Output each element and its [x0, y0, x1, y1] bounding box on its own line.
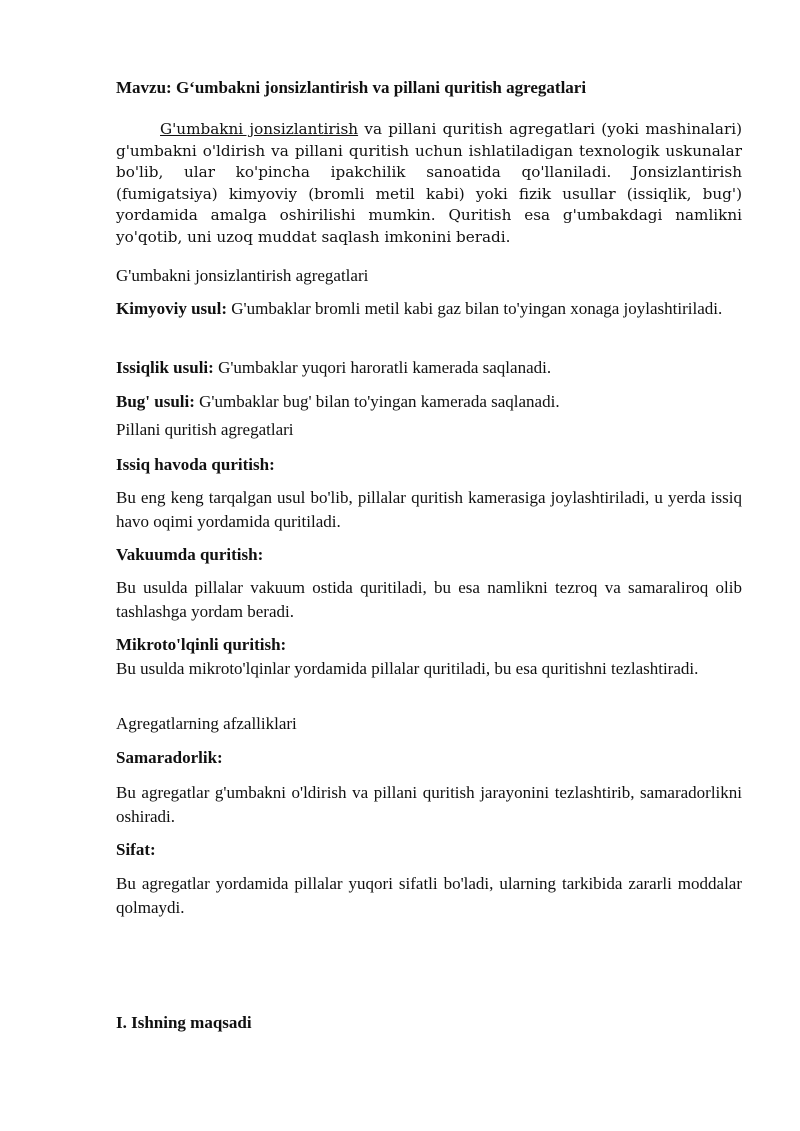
section-heading-jonsizlantirish: G'umbakni jonsizlantirish agregatlari [116, 266, 369, 285]
vakuumda-label: Vakuumda quritish: [116, 545, 264, 564]
section-heading-quritish: Pillani quritish agregatlari [116, 420, 294, 439]
mikrotolqinli-label: Mikroto'lqinli quritish: [116, 635, 287, 654]
kimyoviy-usul-label: Kimyoviy usul: [116, 299, 227, 318]
intro-paragraph [116, 119, 742, 249]
sifat-label: Sifat: [116, 840, 156, 859]
issiq-havoda-text: Bu eng keng tarqalgan usul bo'lib, pillalar quritish kamerasiga joylashtiriladi, u yerda issiq havo oqimi yordamida quritiladi. [116, 488, 742, 531]
intro-link-term[interactable]: G'umbakni jonsizlantirish [160, 120, 359, 138]
kimyoviy-usul-text: G'umbaklar bromli metil kabi gaz bilan to'yingan xonaga joylashtiriladi. [227, 299, 723, 318]
document-title: Mavzu: G‘umbakni jonsizlantirish va pillani quritish agregatlari [116, 78, 587, 97]
kimyoviy-usul-paragraph [116, 297, 742, 321]
mikrotolqinli-text: Bu usulda mikroto'lqinlar yordamida pillalar quritiladi, bu esa quritishni tezlashtiradi. [116, 659, 699, 678]
bug-usuli-label: Bug' usuli: [116, 392, 195, 411]
issiqlik-usuli-text: G'umbaklar yuqori haroratli kamerada saqlanadi. [213, 358, 552, 377]
samaradorlik-text: Bu agregatlar g'umbakni o'ldirish va pillani quritish jarayonini tezlashtirib, samaradorlikni oshiradi. [116, 783, 742, 826]
vakuumda-text: Bu usulda pillalar vakuum ostida quritiladi, bu esa namlikni tezroq va samaraliroq olib tashlashga yordam beradi. [116, 578, 742, 621]
issiqlik-usuli-paragraph [116, 356, 742, 380]
ishning-maqsadi-heading: I. Ishning maqsadi [116, 1013, 252, 1032]
intro-text: va pillani quritish agregatlari (yoki mashinalari) g'umbakni o'ldirish va pillani quritish uchun ishlatiladigan texnologik uskunalar bo'lib, ular ko'pincha ipakchilik sanoatida qo'llaniladi. Jonsizlantirish (fumigatsiya) kimyoviy (bromli metil kabi) yoki fizik usullar (issiqlik, bug') yordamida amalga oshirilishi mumkin. Quritish esa g'umbakdagi namlikni yo'qotib, uni uzoq muddat saqlash imkonini beradi. [116, 120, 742, 246]
issiq-havoda-label: Issiq havoda quritish: [116, 455, 275, 474]
bug-usuli-paragraph [116, 390, 742, 414]
bug-usuli-text: G'umbaklar bug' bilan to'yingan kamerada saqlanadi. [194, 392, 560, 411]
section-heading-afzalliklar: Agregatlarning afzalliklari [116, 714, 297, 733]
issiqlik-usuli-label: Issiqlik usuli: [116, 358, 214, 377]
samaradorlik-label: Samaradorlik: [116, 748, 223, 767]
sifat-text: Bu agregatlar yordamida pillalar yuqori sifatli bo'ladi, ularning tarkibida zararli moddalar qolmaydi. [116, 874, 742, 917]
